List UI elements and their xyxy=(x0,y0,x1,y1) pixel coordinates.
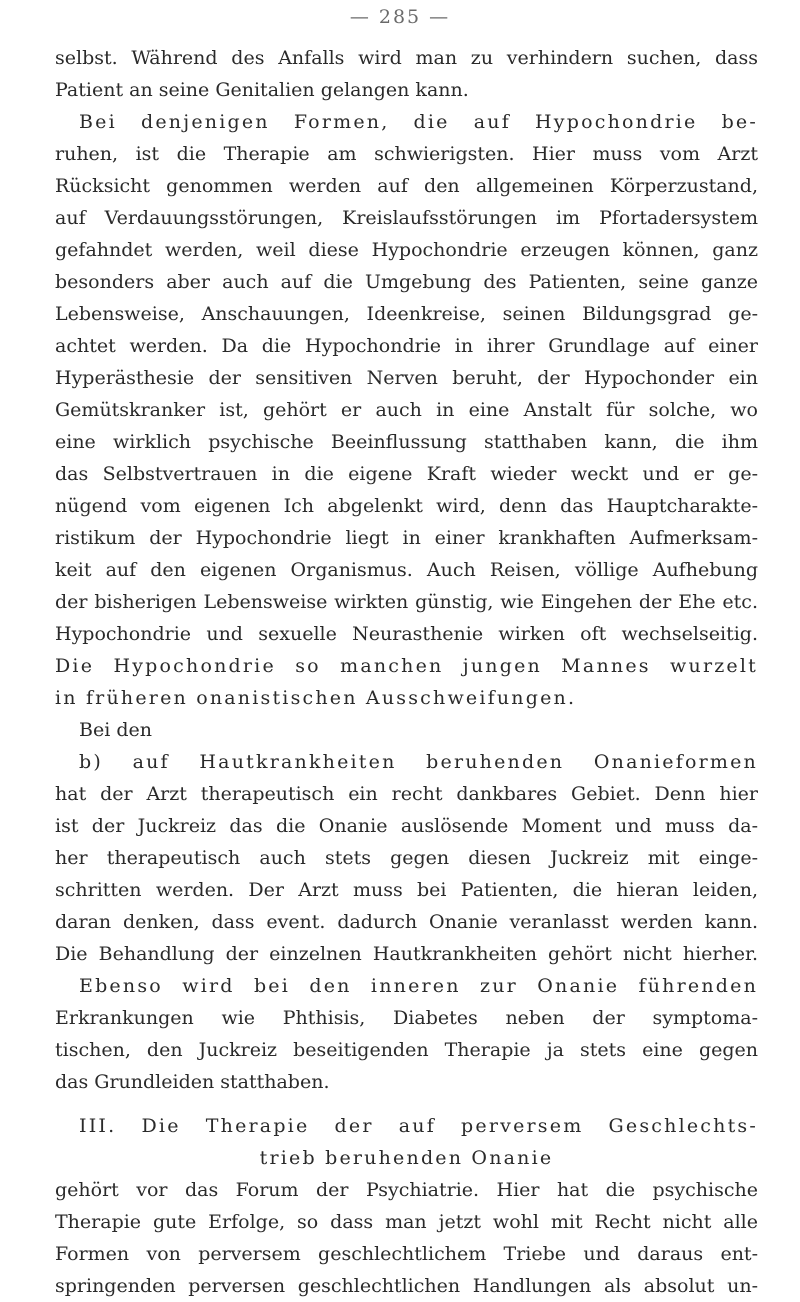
text-line: Hyperästhesie der sensitiven Nerven beruht, der Hypochonder ein xyxy=(55,367,758,389)
text-line: auf Verdauungsstörungen, Kreislaufsstörungen im Pfortadersystem xyxy=(55,207,758,229)
text-line: springenden perversen geschlechtlichen Handlungen als absolut un- xyxy=(55,1275,758,1297)
text-line: Lebensweise, Anschauungen, Ideenkreise, seinen Bildungsgrad ge- xyxy=(55,303,758,325)
text-line: Bei den xyxy=(79,719,152,741)
text-line: ristikum der Hypochondrie liegt in einer krankhaften Aufmerksam- xyxy=(55,527,758,549)
text-line: daran denken, dass event. dadurch Onanie veranlasst werden kann. xyxy=(55,911,758,933)
text-line: ruhen, ist die Therapie am schwierigsten. Hier muss vom Arzt xyxy=(55,143,758,165)
text-line: hat der Arzt therapeutisch ein recht dankbares Gebiet. Denn hier xyxy=(55,783,758,805)
text-line: schritten werden. Der Arzt muss bei Patienten, die hieran leiden, xyxy=(55,879,758,901)
text-line: her therapeutisch auch stets gegen diesen Juckreiz mit einge- xyxy=(55,847,758,869)
text-line: gefahndet werden, weil diese Hypochondrie erzeugen können, ganz xyxy=(55,239,758,261)
text-line: der bisherigen Lebensweise wirkten günstig, wie Eingehen der Ehe etc. xyxy=(55,591,758,613)
text-line: in früheren onanistischen Ausschweifungen. xyxy=(55,687,577,709)
text-line: Die Behandlung der einzelnen Hautkrankheiten gehört nicht hierher. xyxy=(55,943,758,965)
text-line: gehört vor das Forum der Psychiatrie. Hier hat die psychische xyxy=(55,1179,758,1201)
text-line: Erkrankungen wie Phthisis, Diabetes neben der symptoma- xyxy=(55,1007,758,1029)
text-line: eine wirklich psychische Beeinflussung statthaben kann, die ihm xyxy=(55,431,758,453)
text-line: selbst. Während des Anfalls wird man zu verhindern suchen, dass xyxy=(55,47,758,69)
text-line: das Grundleiden statthaben. xyxy=(55,1071,330,1093)
text-line: achtet werden. Da die Hypochondrie in ihrer Grundlage auf einer xyxy=(55,335,758,357)
text-line: III. Die Therapie der auf perversem Geschlechts- xyxy=(79,1115,758,1137)
text-line: Bei denjenigen Formen, die auf Hypochondrie be- xyxy=(79,111,758,133)
text-line: Ebenso wird bei den inneren zur Onanie führenden xyxy=(79,975,758,997)
body-text xyxy=(55,42,758,1302)
text-line: Formen von perversem geschlechtlichem Triebe und daraus ent- xyxy=(55,1243,758,1265)
text-line: Patient an seine Genitalien gelangen kann. xyxy=(55,79,469,101)
text-line: b) auf Hautkrankheiten beruhenden Onanieformen xyxy=(79,751,758,773)
text-line: besonders aber auch auf die Umgebung des Patienten, seine ganze xyxy=(55,271,758,293)
text-line: trieb beruhenden Onanie xyxy=(259,1147,554,1169)
text-line: Die Hypochondrie so manchen jungen Mannes wurzelt xyxy=(55,655,758,677)
text-line: Rücksicht genommen werden auf den allgemeinen Körperzustand, xyxy=(55,175,758,197)
text-line: tischen, den Juckreiz beseitigenden Therapie ja stets eine gegen xyxy=(55,1039,758,1061)
text-line: Therapie gute Erfolge, so dass man jetzt wohl mit Recht nicht alle xyxy=(55,1211,758,1233)
text-line: keit auf den eigenen Organismus. Auch Reisen, völlige Aufhebung xyxy=(55,559,758,581)
text-line: Hypochondrie und sexuelle Neurasthenie wirken oft wechselseitig. xyxy=(55,623,758,645)
paragraph-gap xyxy=(55,1098,758,1110)
text-line: ist der Juckreiz das die Onanie auslösende Moment und muss da- xyxy=(55,815,758,837)
text-line: nügend vom eigenen Ich abgelenkt wird, denn das Hauptcharakte- xyxy=(55,495,758,517)
text-line: das Selbstvertrauen in die eigene Kraft wieder weckt und er ge- xyxy=(55,463,758,485)
text-line: Gemütskranker ist, gehört er auch in eine Anstalt für solche, wo xyxy=(55,399,758,421)
page-number: — 285 — xyxy=(349,6,451,28)
